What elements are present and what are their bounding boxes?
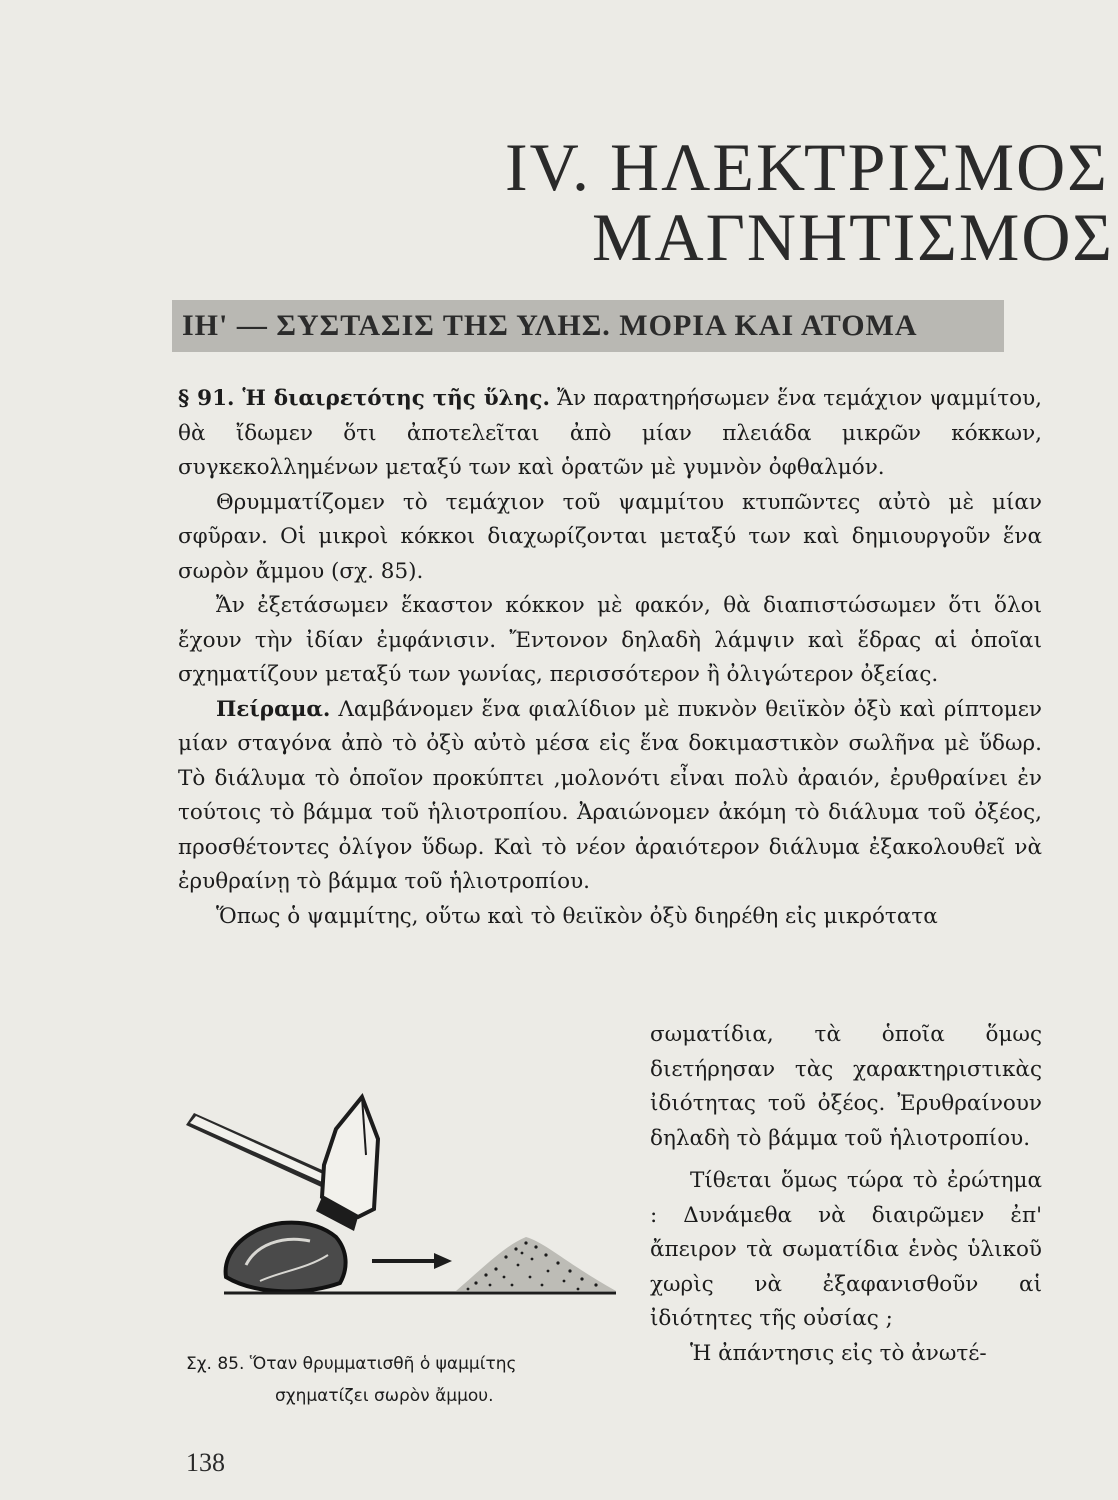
paragraph-7: Ἡ ἀπάντησις εἰς τὸ ἀνωτέ- — [690, 1340, 987, 1366]
paragraph-5-continuation: σωματίδια, τὰ ὁποῖα ὅμως διετήρησαν τὰς χαρακτηριστικὰς ἰδιότητας τοῦ ὀξέος. Ἐρυθραίνουν δηλαδὴ τὸ βάμμα τοῦ ἡλιοτροπίου. — [650, 1022, 1042, 1151]
chapter-title-line-2: ΜΑΓΝΗΤΙΣΜΟΣ — [592, 199, 1115, 275]
sandstone-icon — [226, 1223, 346, 1292]
hammer-icon — [186, 1097, 378, 1231]
section-banner: ΙΗ' — ΣΥΣΤΑΣΙΣ ΤΗΣ ΥΛΗΣ. ΜΟΡΙΑ ΚΑΙ ΑΤΟΜΑ — [172, 300, 1004, 352]
paragraph-5-start: Ὅπως ὁ ψαμμίτης, οὕτω καὶ τὸ θειϊκὸν ὀξὺ διηρέθη εἰς μικρότατα — [216, 903, 938, 929]
arrow-right-icon — [372, 1253, 452, 1269]
paragraph-2: Θρυμματίζομεν τὸ τεμάχιον τοῦ ψαμμίτου κτυπῶντες αὐτὸ μὲ μίαν σφῦραν. Οἱ μικροὶ κόκκοι διαχωρίζονται μεταξύ των καὶ δημιουργοῦν ἕνα σωρὸν ἄμμου (σχ. 85). — [178, 489, 1042, 584]
main-text — [178, 382, 1042, 934]
paragraph-4-text: Λαμβάνομεν ἕνα φιαλίδιον μὲ πυκνὸν θειϊκὸν ὀξὺ καὶ ρίπτομεν μίαν σταγόνα ἀπὸ τὸ ὀξὺ αὐτὸ μέσα εἰς ἕνα δοκιμαστικὸν σωλῆνα μὲ ὕδωρ. Τὸ διάλυμα τὸ ὁποῖον προκύπτει ,μολονότι εἶναι πολὺ ἀραιόν, ἐρυθραίνει ἐν τούτοις τὸ βάμμα τοῦ ἡλιοτροπίου. Ἀραιώνομεν ἀκόμη τὸ διάλυμα τοῦ ὀξέος, προσθέτοντες ὀλίγον ὕδωρ. Καὶ τὸ νέον ἀραιότερον διάλυμα ἐξακολουθεῖ νὰ ἐρυθραίνῃ τὸ βάμμα τοῦ ἡλιοτροπίου. — [178, 696, 1042, 894]
sand-pile-icon — [456, 1237, 616, 1291]
figure-caption — [186, 1348, 626, 1412]
hammer-sandstone-illustration — [186, 1085, 626, 1315]
paragraph-1-text: Ἄν παρατηρήσωμεν ἕνα τεμάχιον ψαμμίτου, θὰ ἴδωμεν ὅτι ἀποτελεῖται ἀπὸ μίαν πλειάδα μικρῶν κόκκων, συγκεκολλημένων μεταξύ των καὶ ὁρατῶν μὲ γυμνὸν ὀφθαλμόν. — [178, 386, 1042, 480]
chapter-title-line-1: IV. ΗΛΕΚΤΡΙΣΜΟΣ — [505, 129, 1109, 205]
caption-line-2: σχηματίζει σωρὸν ἄμμου. — [275, 1386, 494, 1406]
caption-line-1: Σχ. 85. Ὅταν θρυμματισθῆ ὁ ψαμμίτης — [186, 1354, 517, 1374]
paragraph-6: Τίθεται ὅμως τώρα τὸ ἐρώτημα : Δυνάμεθα νὰ διαιρῶμεν ἐπ' ἄπειρον τὰ σωματίδια ἑνὸς ὑλικοῦ χωρὶς νὰ ἐξαφανισθοῦν αἱ ἰδιότητες τῆς οὐσίας ; — [650, 1168, 1042, 1331]
section-heading: § 91. Ἡ διαιρετότης τῆς ὕλης. — [178, 386, 550, 411]
paragraph-4 — [178, 693, 1042, 900]
experiment-heading: Πείραμα. — [216, 696, 331, 722]
page-number: 138 — [186, 1448, 225, 1477]
paragraph-3: Ἄν ἐξετάσωμεν ἕκαστον κόκκον μὲ φακόν, θὰ διαπιστώσωμεν ὅτι ὅλοι ἔχουν τὴν ἰδίαν ἐμφάνισιν. Ἔντονον δηλαδὴ λάμψιν καὶ ἕδρας αἱ ὁποῖαι σχηματίζουν μεταξύ των γωνίας, περισσότερον ἢ ὀλιγώτερον ὀξείας. — [178, 593, 1042, 687]
paragraph-1 — [178, 382, 1042, 486]
right-column-text — [650, 1018, 1042, 1371]
